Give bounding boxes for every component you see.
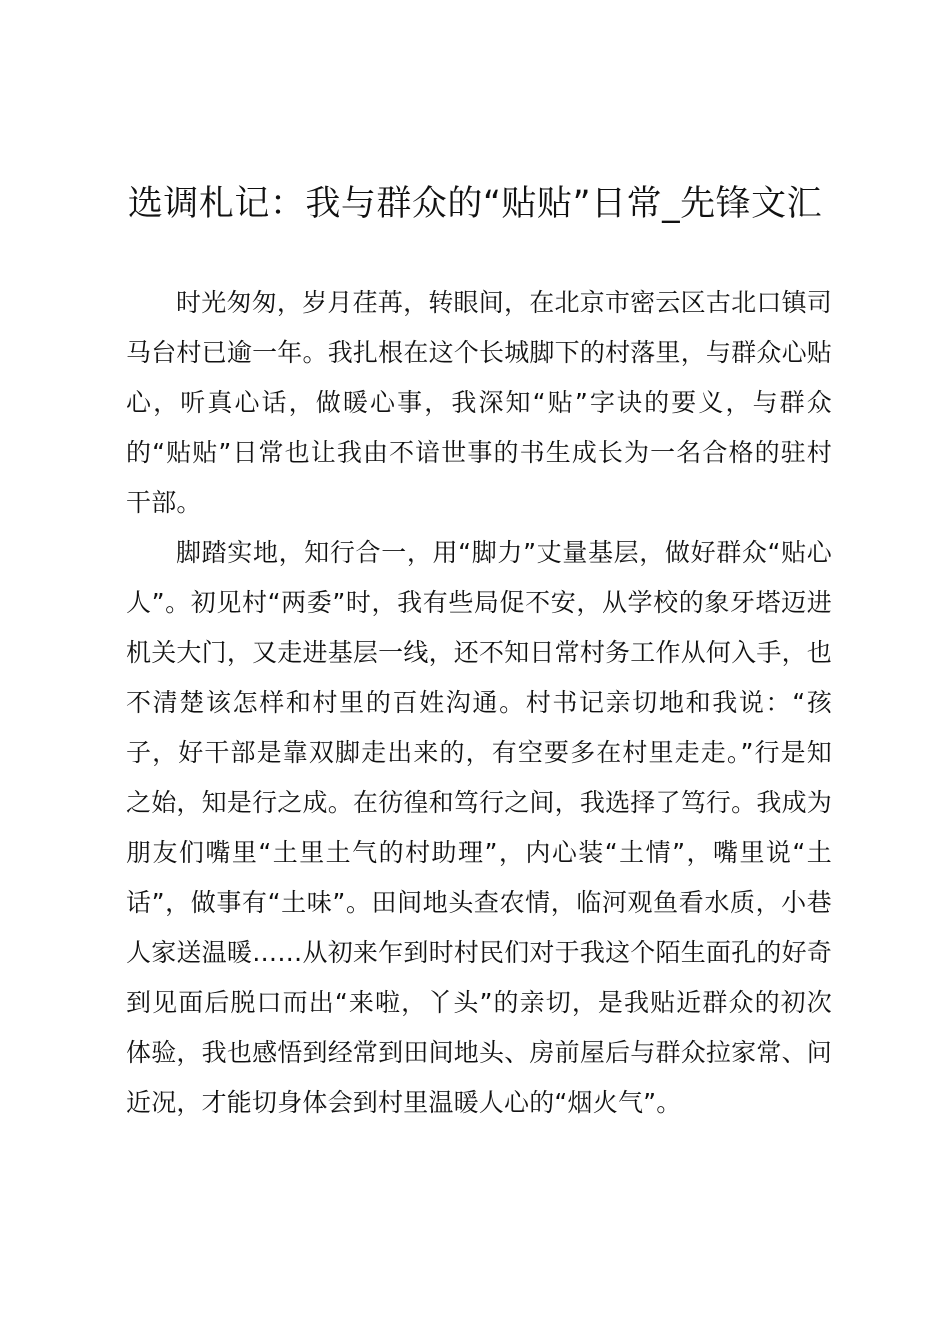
document-title: 选调札记：我与群众的“贴贴”日常_先锋文汇 [127, 184, 823, 224]
paragraph-1: 时光匆匆，岁月荏苒，转眼间，在北京市密云区古北口镇司马台村已逾一年。我扎根在这个长城脚下的村落里，与群众心贴心，听真心话，做暖心事，我深知“贴”字诀的要义，与群众的“贴贴”日常也让我由不谙世事的书生成长为一名合格的驻村干部。 [126, 288, 832, 517]
paragraph-2: 脚踏实地，知行合一，用“脚力”丈量基层，做好群众“贴心人”。初见村“两委”时，我有些局促不安，从学校的象牙塔迈进机关大门，又走进基层一线，还不知日常村务工作从何入手，也不清楚该怎样和村里的百姓沟通。村书记亲切地和我说：“孩子，好干部是靠双脚走出来的，有空要多在村里走走。”行是知之始，知是行之成。在彷徨和笃行之间，我选择了笃行。我成为朋友们嘴里“土里土气的村助理”，内心装“土情”，嘴里说“土话”，做事有“土味”。田间地头查农情，临河观鱼看水质，小巷人家送温暖……从初来乍到时村民们对于我这个陌生面孔的好奇到见面后脱口而出“来啦，丫头”的亲切，是我贴近群众的初次体验，我也感悟到经常到田间地头、房前屋后与群众拉家常、问近况，才能切身体会到村里温暖人心的“烟火气”。 [126, 538, 832, 1117]
document-body [126, 278, 832, 1128]
